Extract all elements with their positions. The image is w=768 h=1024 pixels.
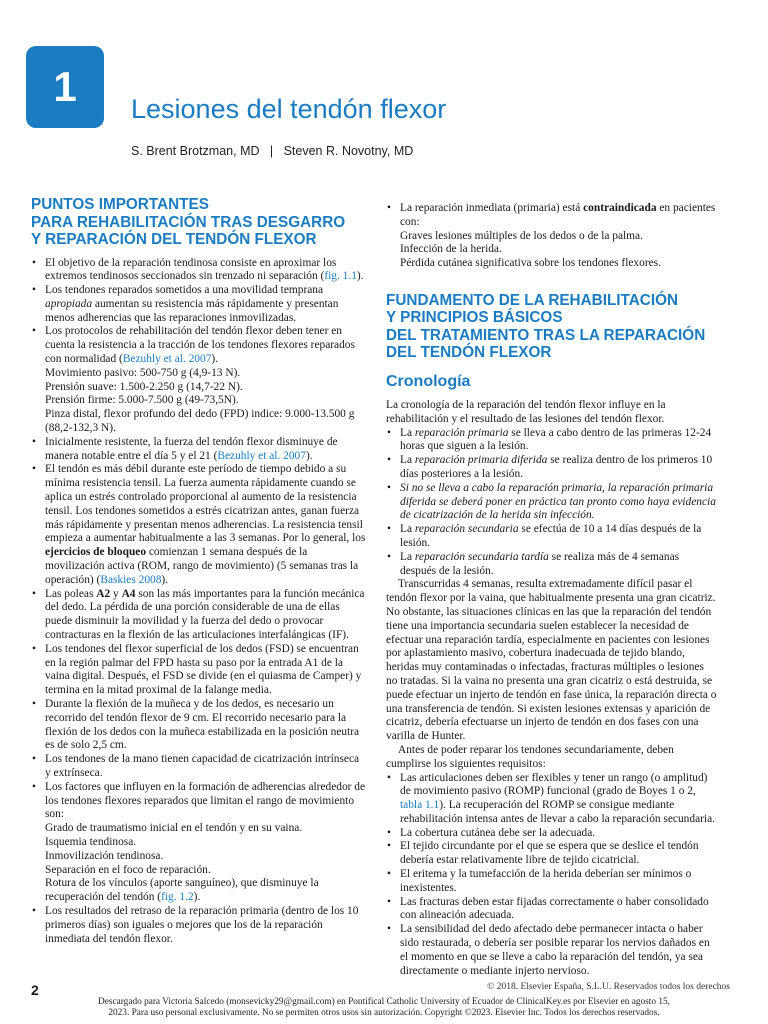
timing-list xyxy=(386,427,718,579)
section-heading-key-points: PUNTOS IMPORTANTES PARA REHABILITACIÓN TRAS DESGARRO Y REPARACIÓN DEL TENDÓN FLEXOR xyxy=(31,196,346,248)
requirements-list xyxy=(386,772,718,979)
paragraph: Transcurridas 4 semanas, resulta extremadamente difícil pasar el tendón flexor por la vaina, que habitualmente presenta una gran cicatriz. No obstante, las situaciones clínicas en las que la reparación del tendón tiene una importancia secundaria suelen establecer la necesidad de efectuar una reparación tardía, especialmente en pacientes con lesiones por aplastamiento masivo, cobertura inadecuada de tejido blando, heridas muy contaminadas o infectadas, fracturas múltiples o lesiones no tratadas. Si la vaina no presenta una gran cicatriz o está destruida, se puede efectuar un injerto de tendón en fase única, la reparación directa o una transferencia de tendón. Si existen lesiones extensas y aparición de cicatriz, debería efectuarse un injerto de tendón en dos fases con una varilla de Hunter. xyxy=(386,578,717,743)
figure-link[interactable]: fig. 1.2 xyxy=(161,891,194,904)
list-item: • El tejido circundante por el que se espera que se deslice el tendón debería estar relativamente libre de tejido cicatricial. xyxy=(386,840,718,868)
list-item: • Los tendones de la mano tienen capacidad de cicatrización intrínseca y extrínseca. xyxy=(31,753,367,781)
download-notice-line-2: 2023. Para uso personal exclusivamente. No se permiten otros usos sin autorización. Copyright ©2023. Elsevier Inc. Todos los derechos reservados. xyxy=(108,1008,660,1018)
contraindications-list xyxy=(386,202,718,271)
list-item: • Inicialmente resistente, la fuerza del tendón flexor disminuye de manera notable entre el día 5 y el 21 (Bezuhly et al. 2007). xyxy=(31,436,367,464)
sub-item: Separación en el foco de reparación. xyxy=(45,863,211,876)
chapter-title: Lesiones del tendón flexor xyxy=(131,94,447,124)
copyright-notice: © 2018. Elsevier España, S.L.U. Reservados todos los derechos xyxy=(487,982,730,992)
citation-link[interactable]: Baskies 2008 xyxy=(100,573,162,586)
list-item: • El objetivo de la reparación tendinosa consiste en aproximar los extremos tendinosos seccionados sin trenzado ni separación (fig. 1.1). xyxy=(31,257,367,285)
sub-item: Grado de traumatismo inicial en el tendón y en su vaina. xyxy=(45,822,303,835)
list-item: • La reparación secundaria tardía se realiza más de 4 semanas después de la lesión. xyxy=(386,551,718,579)
page-number: 2 xyxy=(31,982,39,998)
list-item: • Si no se lleva a cabo la reparación primaria, la reparación primaria diferida se deberá poner en práctica tan pronto como haya evidencia de cicatrización de la herida sin infección. xyxy=(386,482,718,523)
paragraph: Antes de poder reparar los tendones secundariamente, deben cumplirse los siguientes requisitos: xyxy=(386,743,674,770)
left-column xyxy=(31,196,367,946)
list-item: • La reparación primaria se lleva a cabo dentro de las primeras 12-24 horas que siguen a la lesión. xyxy=(386,427,718,455)
citation-link[interactable]: Bezuhly et al. 2007 xyxy=(217,449,306,462)
sub-item: Infección de la herida. xyxy=(400,243,502,256)
list-item: • Los protocolos de rehabilitación del tendón flexor deben tener en cuenta la resistencia a la tracción de los tendones flexores reparados con normalidad (Bezuhly et al. 2007). Movimiento pasivo: 500-750 g (4,9-13 N). Prensión suave: 1.500-2.250 g (14,7-22 N). Prensión firme: 5.000-7.500 g (49-73,5N). Pinza distal, flexor profundo del dedo (FPD) indice: 9.000-13.500 g (88,2-132,3 N). xyxy=(31,325,367,435)
list-item: • La reparación inmediata (primaria) está contraindicada en pacientes con: Graves lesiones múltiples de los dedos o de la palma. Infección de la herida. Pérdida cutánea significativa sobre los tendones flexores. xyxy=(386,202,718,271)
list-item: • La cobertura cutánea debe ser la adecuada. xyxy=(386,827,718,841)
list-item: • El eritema y la tumefacción de la herida deberían ser mínimos o inexistentes. xyxy=(386,868,718,896)
sub-item: Rotura de los vínculos (aporte sanguíneo), que disminuye la recuperación del tendón (fig. 1.2). xyxy=(45,877,319,904)
list-item: • Los tendones reparados sometidos a una movilidad temprana apropiada aumentan su resistencia más rápidamente y presentan menos adherencias que las reparaciones inmovilizadas. xyxy=(31,284,367,325)
list-item: • Los resultados del retraso de la reparación primaria (dentro de los 10 primeros días) son iguales o mejores que los de la reparación inmediata del tendón flexor. xyxy=(31,905,367,946)
subsection-heading-chronology: Cronología xyxy=(386,372,471,390)
sub-item: Prensión suave: 1.500-2.250 g (14,7-22 N). xyxy=(45,380,243,393)
citation-link[interactable]: Bezuhly et al. 2007 xyxy=(122,353,212,366)
list-item: • Los factores que influyen en la formación de adherencias alrededor de los tendones flexores reparados que limitan el rango de movimiento son: Grado de traumatismo inicial en el tendón y en su vaina. Isquemia tendinosa. Inmovilización tendinosa. Separación en el foco de reparación. Rotura de los vínculos (aporte sanguíneo), que disminuye la recuperación del tendón (fig. 1.2). xyxy=(31,781,367,905)
figure-link[interactable]: fig. 1.1 xyxy=(324,270,357,283)
list-item: • La reparación primaria diferida se realiza dentro de los primeros 10 días posteriores a la lesión. xyxy=(386,454,718,482)
sub-item: Prensión firme: 5.000-7.500 g (49-73,5N). xyxy=(45,394,239,407)
download-notice-line-1: Descargado para Victoria Salcedo (monsevicky29@gmail.com) en Pontifical Catholic University of Ecuador de ClinicalKey.es por Elsevier en agosto 15, xyxy=(98,997,670,1007)
authors: S. Brent Brotzman, MD | Steven R. Novotny, MD xyxy=(131,144,414,158)
sub-item: Graves lesiones múltiples de los dedos o de la palma. xyxy=(400,229,643,242)
chapter-number-badge: 1 xyxy=(26,46,104,128)
list-item: • Las articulaciones deben ser flexibles y tener un rango (o amplitud) de movimiento pasivo (ROMP) funcional (grado de Boyes 1 o 2, tabla 1.1). La recuperación del ROMP se consigue mediante rehabilitación intensa antes de llevar a cabo la reparación secundaria. xyxy=(386,772,718,827)
list-item: • La reparación secundaria se efectúa de 10 a 14 días después de la lesión. xyxy=(386,523,718,551)
list-item: • Las poleas A2 y A4 son las más importantes para la función mecánica del dedo. La pérdida de una porción considerable de una de ellas puede disminuir la movilidad y la fuerza del dedo o provocar contracturas en la flexión de las articulaciones interfalángicas (IF). xyxy=(31,588,367,643)
sub-item: Isquemia tendinosa. xyxy=(45,835,137,848)
list-item: • La sensibilidad del dedo afectado debe permanecer intacta o haber sido restaurada, o debería ser posible reparar los nervios dañados en el momento en que se lleve a cabo la reparación del tendón, ya sea directamente o mediante injerto nervioso. xyxy=(386,923,718,978)
list-item: • Las fracturas deben estar fijadas correctamente o haber consolidado con alineación adecuada. xyxy=(386,896,718,924)
section-heading-rationale: FUNDAMENTO DE LA REHABILITACIÓN Y PRINCIPIOS BÁSICOS DEL TRATAMIENTO TRAS LA REPARACIÓN DEL TENDÓN FLEXOR xyxy=(386,291,706,362)
sub-item: Pérdida cutánea significativa sobre los tendones flexores. xyxy=(400,257,661,270)
paragraph: La cronología de la reparación del tendón flexor influye en la rehabilitación y el resultado de las lesiones del tendón flexor. xyxy=(386,398,666,425)
list-item: • Durante la flexión de la muñeca y de los dedos, es necesario un recorrido del tendón flexor de 9 cm. El recorrido necesario para la flexión de los dedos con la muñeca estabilizada en la posición neutra es de solo 2,5 cm. xyxy=(31,698,367,753)
sub-item: Pinza distal, flexor profundo del dedo (FPD) indice: 9.000-13.500 g (88,2-132,3 N). xyxy=(45,408,355,435)
sub-item: Inmovilización tendinosa. xyxy=(45,849,164,862)
right-column xyxy=(386,202,718,978)
list-item: • El tendón es más débil durante este período de tiempo debido a su mínima resistencia tensil. La fuerza aumenta rápidamente cuando se aplica un estrés controlado proporcional al aumento de la resistencia tensil. Los tendones sometidos a estrés cicatrizan antes, ganan fuerza más rápidamente y presentan menos adherencias. La resistencia tensil empieza a aumentar habitualmente a las 3 semanas. Por lo general, los ejercicios de bloqueo comienzan 1 semana después de la movilización activa (ROM, rango de movimiento) (5 semanas tras la operación) (Baskies 2008). xyxy=(31,463,367,587)
list-item: • Los tendones del flexor superficial de los dedos (FSD) se encuentran en la región palmar del FPD hasta su paso por la entrada A1 de la vaina digital. Después, el FSD se divide (en el quiasma de Camper) y termina en la mitad proximal de la falange media. xyxy=(31,643,367,698)
sub-item: Movimiento pasivo: 500-750 g (4,9-13 N). xyxy=(45,366,241,379)
key-points-list xyxy=(31,257,367,947)
table-link[interactable]: tabla 1.1 xyxy=(400,799,440,812)
